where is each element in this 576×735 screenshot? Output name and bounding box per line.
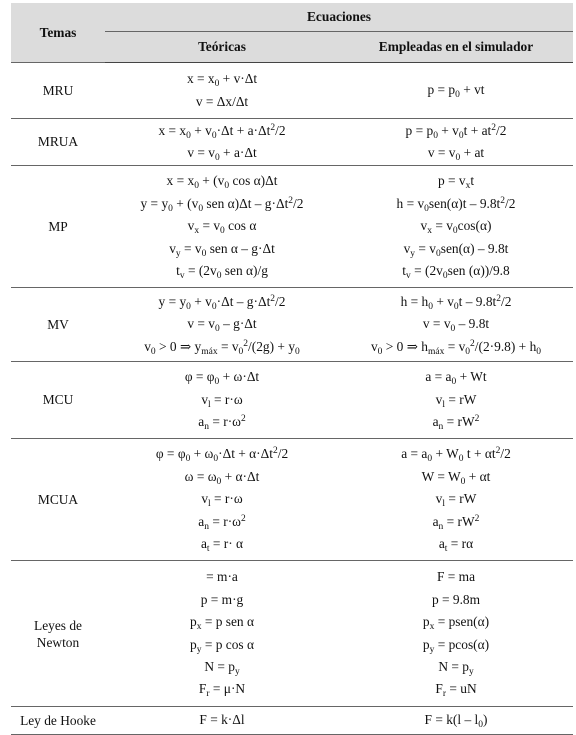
header-simulador: Empleadas en el simulador <box>339 32 573 63</box>
theoretical-equations-cell <box>105 166 339 288</box>
equation: $a_n = rW^2$ <box>432 513 480 532</box>
simulator-equations-cell <box>339 707 573 735</box>
equation: $v_x = v_0\cos(\alpha)$ <box>420 218 492 237</box>
equation: $p = v_xt$ <box>437 173 475 192</box>
theoretical-equations-cell <box>105 63 339 119</box>
equation: p = m·g <box>200 591 244 607</box>
equation: $F_r$ = uN <box>435 681 477 700</box>
table-row <box>11 288 573 362</box>
simulator-equations-cell <box>339 561 573 707</box>
equation: $a_t = r\alpha$ <box>438 536 474 555</box>
equation: $v_y = v_0$ sen α – g·Δt <box>169 240 275 259</box>
table-header <box>11 3 573 63</box>
equation: $a_n = rW^2$ <box>432 414 480 433</box>
header-ecuaciones: Ecuaciones <box>105 3 573 32</box>
table-body <box>11 63 573 735</box>
equation: $p = p_0 + v_0t + at^2/2$ <box>405 122 507 141</box>
theoretical-equations-cell <box>105 362 339 439</box>
theme-cell: MV <box>11 288 105 362</box>
equation: $v_l$ = rW <box>435 491 477 510</box>
header-temas: Temas <box>11 3 105 63</box>
equation: $p_x$ = psen(α) <box>422 614 490 633</box>
table-row <box>11 707 573 735</box>
theoretical-equations-cell <box>105 707 339 735</box>
theme-cell: MCUA <box>11 439 105 561</box>
equation: $x = x_0 + (v_0$ cos α)Δt <box>166 173 278 192</box>
simulator-equations-cell <box>339 119 573 166</box>
equation: $p = p_0$ + vt <box>427 82 485 101</box>
simulator-equations-cell <box>339 362 573 439</box>
equation: $p_x = p$ sen α <box>190 614 254 633</box>
theoretical-equations-cell <box>105 288 339 362</box>
equation: $a = a_0 + W_0$ $t + \alpha t^2/2$ <box>401 446 511 465</box>
header-teoricas: Teóricas <box>105 32 339 63</box>
theme-cell: Ley de Hooke <box>11 707 105 735</box>
equation: $\varphi = \varphi_0 + \omega_0\cdot\Delta t + \alpha\cdot\Delta t^2/2$ <box>155 446 289 465</box>
equation: $\varphi = \varphi_0 + \omega\cdot\Delta t$ <box>184 369 260 388</box>
equation: $v = v_0 + a\cdot\Delta t$ <box>187 145 257 163</box>
equation: $x = x_0 + v_0\cdot\Delta t + a\cdot\Delta t^2/2$ <box>158 122 286 141</box>
equation: $v_0 > 0$ ⇒ $h_{máx} = v_0^2/(2\cdot 9.8) + h_0$ <box>370 338 542 357</box>
equation: $v = v_0 - g\cdot\Delta t$ <box>187 316 257 335</box>
table-row <box>11 119 573 166</box>
equations-table <box>11 3 573 735</box>
equation: v = Δx/Δt <box>195 93 249 109</box>
table-row <box>11 439 573 561</box>
theme-cell: MRUA <box>11 119 105 166</box>
equation: F = k·Δl <box>199 712 245 728</box>
simulator-equations-cell <box>339 288 573 362</box>
equation: $v_l = r\cdot\omega$ <box>201 491 243 510</box>
equation: $v = v_0 - 9.8t$ <box>422 316 490 335</box>
equation: $\omega = \omega_0 + \alpha\cdot\Delta t$ <box>184 468 260 487</box>
equation: $v_l$ = rW <box>435 391 477 410</box>
equation: $h = h_0 + v_0t - 9.8t^2/2$ <box>400 293 512 312</box>
equation: $p_y = pcos(\alpha)$ <box>422 636 490 655</box>
equation: $F = k(l - l_0)$ <box>424 712 488 731</box>
equation: $a_n = r\cdot\omega^2$ <box>198 414 246 433</box>
equation: p = 9.8m <box>431 591 481 607</box>
simulator-equations-cell <box>339 439 573 561</box>
equation: $p_y = p$ cos α <box>190 636 254 655</box>
table-row <box>11 166 573 288</box>
equation: $y = y_0 + v_0\cdot\Delta t - g\cdot\Delta t^2/2$ <box>158 293 286 312</box>
table-row <box>11 362 573 439</box>
table-row <box>11 561 573 707</box>
equation: $F_r = \mu\cdot N$ <box>198 681 246 700</box>
equation: $v_l = r\cdot\omega$ <box>201 391 243 410</box>
equation: $h = v_0sen(\alpha)t - 9.8t^2/2$ <box>396 195 516 214</box>
equation: $N = p_y$ <box>204 658 240 677</box>
theme-cell: Leyes de Newton <box>11 561 105 707</box>
simulator-equations-cell <box>339 63 573 119</box>
equation: $y = y_0 + (v_0$ sen $\alpha)\Delta t - g\cdot\Delta t^2/2$ <box>140 195 304 214</box>
theoretical-equations-cell <box>105 561 339 707</box>
equation: $a_t = r\cdot \alpha$ <box>200 536 244 555</box>
table-row <box>11 63 573 119</box>
equation: $N = p_y$ <box>438 658 474 677</box>
equation: $v_y = v_0sen(\alpha) - 9.8t$ <box>403 240 509 259</box>
equation: $v_x = v_0$ cos α <box>187 218 257 237</box>
equation: $v = v_0$ + at <box>427 145 485 163</box>
simulator-equations-cell <box>339 166 573 288</box>
equation: $W = W_0 + \alpha t$ <box>421 468 491 487</box>
theoretical-equations-cell <box>105 439 339 561</box>
equation: $a = a_0 + Wt$ <box>425 369 487 388</box>
equation: $x = x_0 + v\cdot\Delta t$ <box>186 71 258 90</box>
equation: $t_v = (2v_0$ sen α)/g <box>176 263 268 282</box>
theme-cell: MCU <box>11 362 105 439</box>
theoretical-equations-cell <box>105 119 339 166</box>
equation: = m·a <box>206 569 238 585</box>
theme-cell: MP <box>11 166 105 288</box>
equation: F = ma <box>436 569 476 585</box>
theme-cell: MRU <box>11 63 105 119</box>
equation: $a_n = r\cdot\omega^2$ <box>198 513 246 532</box>
equation: $t_v = (2v_0sen$ (α))/9.8 <box>402 263 510 282</box>
equation: $v_0 > 0$ ⇒ $y_{máx} = v_0^2/(2g) + y_0$ <box>144 338 300 357</box>
